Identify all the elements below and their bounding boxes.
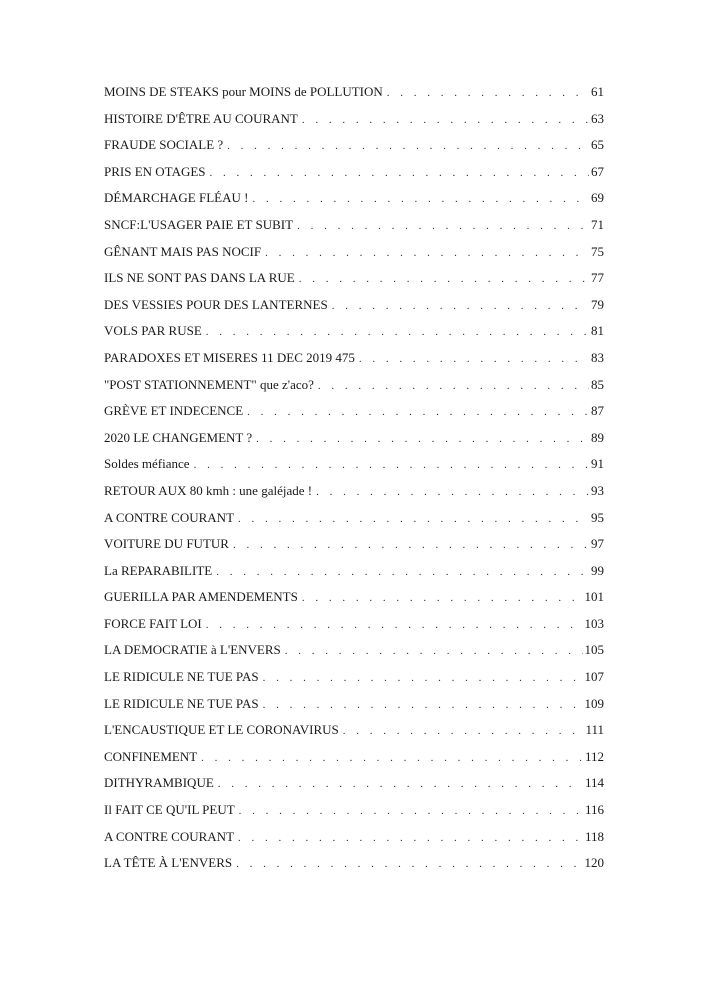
toc-entry-page-number: 112 bbox=[584, 748, 604, 764]
toc-entry-page-number: 93 bbox=[591, 482, 604, 498]
toc-entry bbox=[104, 377, 604, 404]
toc-entry bbox=[104, 642, 604, 669]
toc-entry bbox=[104, 456, 604, 483]
toc-entry-page-number: 63 bbox=[591, 110, 604, 126]
toc-entry-title: GUERILLA PAR AMENDEMENTS bbox=[104, 589, 298, 605]
toc-entry bbox=[104, 244, 604, 271]
toc-entry bbox=[104, 510, 604, 537]
dot-leader bbox=[318, 380, 589, 392]
dot-leader bbox=[263, 699, 583, 711]
toc-entry-page-number: 69 bbox=[591, 190, 604, 206]
dot-leader bbox=[387, 87, 589, 99]
dot-leader bbox=[285, 645, 583, 657]
toc-entry-page-number: 91 bbox=[591, 456, 604, 472]
toc-entry bbox=[104, 323, 604, 350]
dot-leader bbox=[332, 300, 589, 312]
toc-entry bbox=[104, 536, 604, 563]
toc-entry-title: VOLS PAR RUSE bbox=[104, 323, 202, 339]
table-of-contents bbox=[104, 84, 604, 882]
toc-entry bbox=[104, 749, 604, 776]
toc-entry-title: MOINS DE STEAKS pour MOINS de POLLUTION bbox=[104, 84, 383, 99]
dot-leader bbox=[236, 858, 582, 870]
dot-leader bbox=[227, 140, 589, 152]
toc-entry-page-number: 79 bbox=[591, 296, 604, 312]
toc-entry-page-number: 71 bbox=[591, 216, 604, 232]
toc-entry bbox=[104, 217, 604, 244]
dot-leader bbox=[201, 752, 583, 764]
toc-entry-title: GÊNANT MAIS PAS NOCIF bbox=[104, 243, 262, 259]
dot-leader bbox=[302, 592, 583, 604]
toc-entry-page-number: 81 bbox=[591, 323, 604, 339]
toc-entry-title: GRÈVE ET INDECENCE bbox=[104, 403, 244, 419]
toc-entry-title: La REPARABILITE bbox=[104, 562, 213, 578]
dot-leader bbox=[216, 566, 589, 578]
toc-entry-page-number: 105 bbox=[584, 642, 604, 658]
toc-entry-title: A CONTRE COURANT bbox=[104, 828, 235, 844]
toc-entry-title: CONFINEMENT bbox=[104, 748, 198, 764]
toc-entry-title: ILS NE SONT PAS DANS LA RUE bbox=[104, 270, 295, 286]
toc-entry-title: PRIS EN OTAGES bbox=[104, 163, 206, 179]
toc-entry-title: Il FAIT CE QU'IL PEUT bbox=[104, 802, 235, 818]
toc-entry bbox=[104, 802, 604, 829]
toc-entry bbox=[104, 84, 604, 111]
dot-leader bbox=[233, 539, 589, 551]
toc-entry-page-number: 116 bbox=[584, 802, 604, 818]
toc-entry bbox=[104, 270, 604, 297]
toc-entry-page-number: 77 bbox=[591, 270, 604, 286]
toc-entry-page-number: 75 bbox=[591, 243, 604, 259]
toc-entry-title: LA DEMOCRATIE à L'ENVERS bbox=[104, 642, 281, 658]
toc-entry bbox=[104, 696, 604, 723]
toc-entry-title: A CONTRE COURANT bbox=[104, 509, 235, 525]
toc-entry-title: LA TÊTE À L'ENVERS bbox=[104, 855, 233, 871]
toc-entry-title: RETOUR AUX 80 kmh : une galéjade ! bbox=[104, 482, 313, 498]
toc-entry-page-number: 114 bbox=[584, 775, 604, 791]
toc-entry-page-number: 99 bbox=[591, 562, 604, 578]
dot-leader bbox=[265, 247, 589, 259]
dot-leader bbox=[239, 805, 583, 817]
dot-leader bbox=[238, 513, 589, 525]
dot-leader bbox=[297, 220, 589, 232]
toc-entry bbox=[104, 563, 604, 590]
toc-entry bbox=[104, 775, 604, 802]
toc-entry-title: HISTOIRE D'ÊTRE AU COURANT bbox=[104, 110, 298, 126]
toc-entry-title: "POST STATIONNEMENT" que z'aco? bbox=[104, 376, 314, 392]
toc-entry bbox=[104, 722, 604, 749]
toc-entry bbox=[104, 616, 604, 643]
toc-entry bbox=[104, 137, 604, 164]
toc-entry-title: SNCF:L'USAGER PAIE ET SUBIT bbox=[104, 216, 294, 232]
dot-leader bbox=[316, 486, 589, 498]
toc-entry bbox=[104, 829, 604, 856]
toc-entry bbox=[104, 855, 604, 882]
dot-leader bbox=[218, 778, 583, 790]
toc-entry-title: 2020 LE CHANGEMENT ? bbox=[104, 429, 253, 445]
dot-leader bbox=[299, 273, 589, 285]
dot-leader bbox=[252, 193, 589, 205]
toc-entry-title: DÉMARCHAGE FLÉAU ! bbox=[104, 190, 249, 206]
toc-entry-title: L'ENCAUSTIQUE ET LE CORONAVIRUS bbox=[104, 722, 339, 738]
dot-leader bbox=[210, 167, 589, 179]
dot-leader bbox=[206, 326, 589, 338]
dot-leader bbox=[263, 672, 583, 684]
toc-entry-title: Soldes méfiance bbox=[104, 456, 190, 472]
toc-entry-page-number: 83 bbox=[591, 349, 604, 365]
dot-leader bbox=[194, 459, 589, 471]
toc-entry-page-number: 97 bbox=[591, 536, 604, 552]
toc-entry bbox=[104, 669, 604, 696]
toc-entry-title: PARADOXES ET MISERES 11 DEC 2019 475 bbox=[104, 349, 355, 365]
toc-entry-title: LE RIDICULE NE TUE PAS bbox=[104, 669, 259, 685]
toc-entry bbox=[104, 111, 604, 138]
toc-entry-page-number: 120 bbox=[584, 855, 604, 871]
toc-entry-page-number: 111 bbox=[585, 722, 604, 738]
toc-entry bbox=[104, 297, 604, 324]
dot-leader bbox=[206, 619, 583, 631]
toc-entry bbox=[104, 164, 604, 191]
dot-leader bbox=[247, 406, 589, 418]
toc-entry bbox=[104, 589, 604, 616]
toc-entry bbox=[104, 190, 604, 217]
toc-entry-page-number: 103 bbox=[584, 615, 604, 631]
dot-leader bbox=[302, 114, 589, 126]
toc-entry bbox=[104, 350, 604, 377]
toc-entry-title: LE RIDICULE NE TUE PAS bbox=[104, 695, 259, 711]
toc-entry bbox=[104, 483, 604, 510]
dot-leader bbox=[343, 725, 584, 737]
toc-entry-page-number: 65 bbox=[591, 137, 604, 153]
toc-entry-page-number: 89 bbox=[591, 429, 604, 445]
toc-entry bbox=[104, 403, 604, 430]
toc-entry-title: VOITURE DU FUTUR bbox=[104, 536, 229, 552]
toc-entry-page-number: 118 bbox=[584, 828, 604, 844]
toc-entry-page-number: 87 bbox=[591, 403, 604, 419]
dot-leader bbox=[256, 433, 589, 445]
toc-entry-page-number: 95 bbox=[591, 509, 604, 525]
dot-leader bbox=[359, 353, 589, 365]
toc-entry-title: DITHYRAMBIQUE bbox=[104, 775, 214, 791]
toc-entry-page-number: 85 bbox=[591, 376, 604, 392]
toc-entry-page-number: 61 bbox=[591, 84, 604, 99]
toc-entry-title: FORCE FAIT LOI bbox=[104, 615, 202, 631]
toc-entry bbox=[104, 430, 604, 457]
toc-entry-page-number: 101 bbox=[584, 589, 604, 605]
toc-entry-title: DES VESSIES POUR DES LANTERNES bbox=[104, 296, 328, 312]
toc-entry-page-number: 107 bbox=[584, 669, 604, 685]
dot-leader bbox=[238, 832, 583, 844]
toc-entry-page-number: 67 bbox=[591, 163, 604, 179]
toc-entry-title: FRAUDE SOCIALE ? bbox=[104, 137, 224, 153]
toc-entry-page-number: 109 bbox=[584, 695, 604, 711]
